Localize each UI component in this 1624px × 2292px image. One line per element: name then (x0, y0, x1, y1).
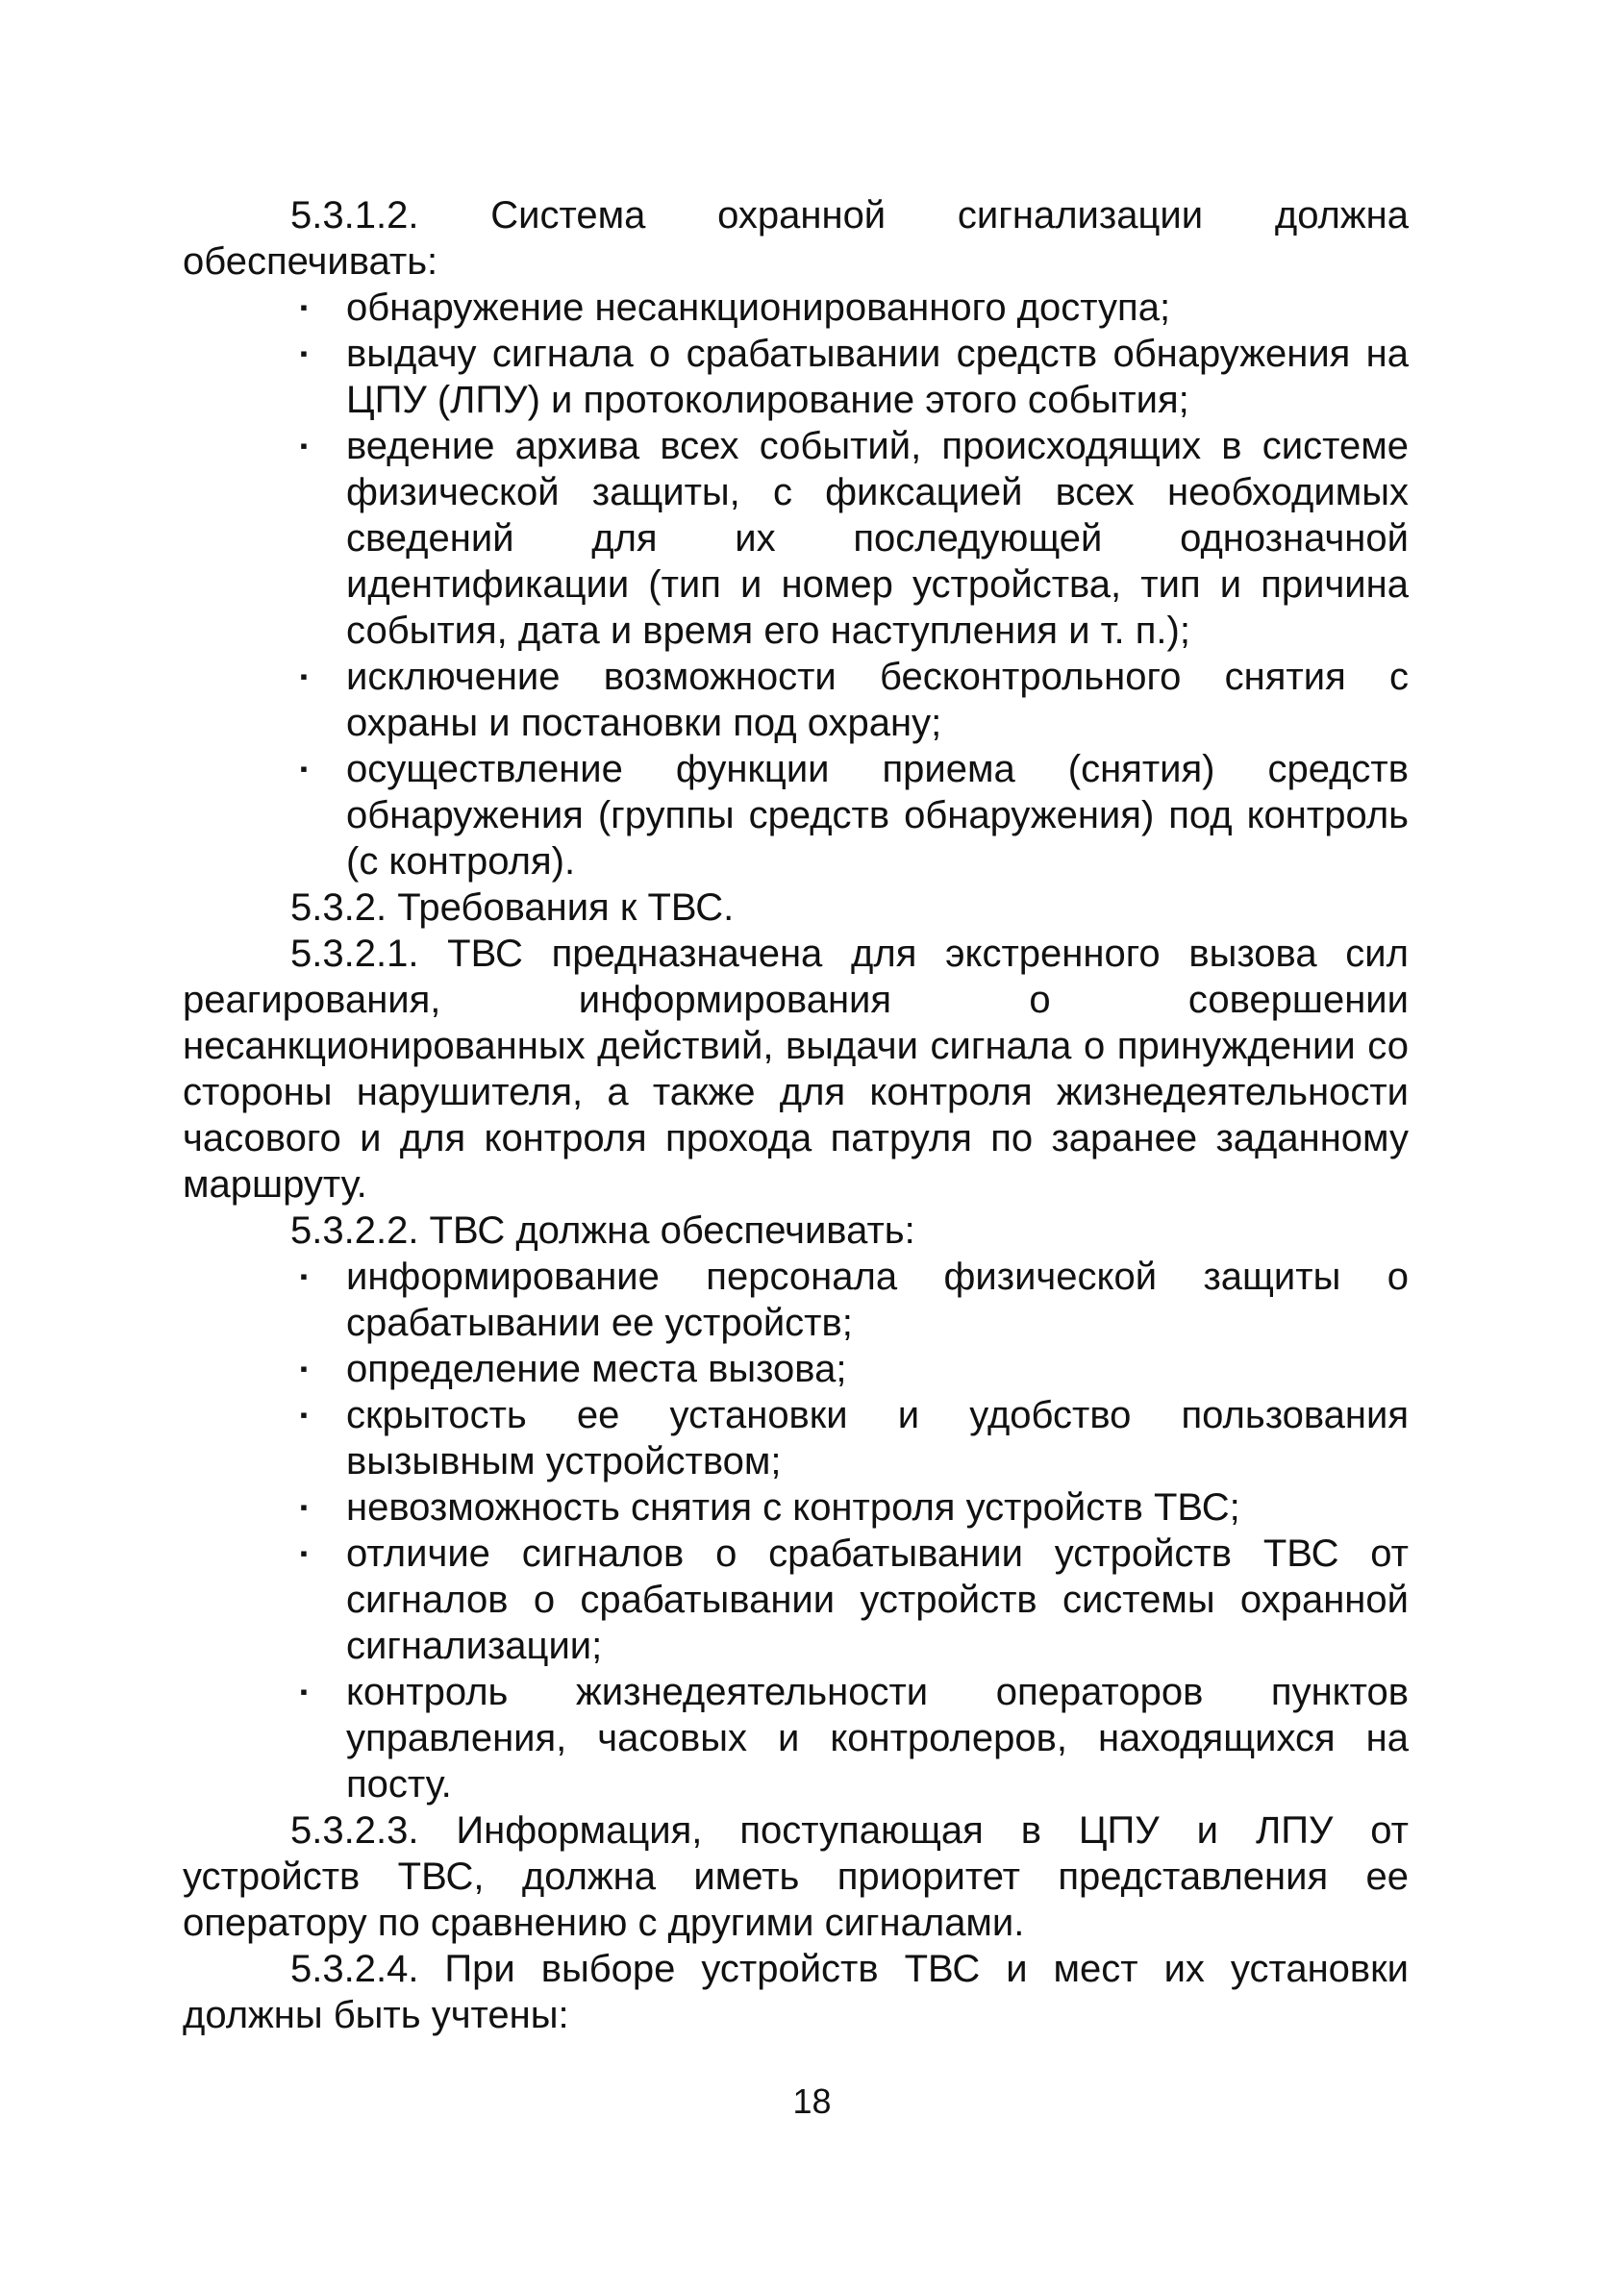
list-item: ▪ информирование персонала физической защиты о срабатывании ее устройств; (346, 1254, 1409, 1346)
list-item: ▪ исключение возможности бесконтрольного снятия с охраны и постановки под охрану; (346, 654, 1409, 746)
list-item: ▪ выдачу сигнала о срабатывании средств обнаружения на ЦПУ (ЛПУ) и протоколирование этого события; (346, 331, 1409, 423)
bullet-icon: ▪ (300, 434, 308, 458)
list-item: ▪ невозможность снятия с контроля устройств ТВС; (346, 1484, 1409, 1531)
list-item: ▪ обнаружение несанкционированного доступа; (346, 285, 1409, 331)
bullet-icon: ▪ (300, 295, 308, 319)
section-5-3-1-2-intro: 5.3.1.2. Система охранной сигнализации должна обеспечивать: (183, 194, 1409, 283)
section-5-3-2-1-text: 5.3.2.1. ТВС предназначена для экстренного вызова сил реагирования, информирования о совершении несанкционированных действий, выдачи сигнала о принуждении со стороны нарушителя, а также для контроля жизнедеятельности часового и для контроля прохода патруля по заранее заданному маршруту. (183, 933, 1409, 1206)
bullet-icon: ▪ (300, 341, 308, 365)
list-item: ▪ определение места вызова; (346, 1346, 1409, 1392)
bullet-icon: ▪ (300, 1541, 308, 1565)
list-item: ▪ скрытость ее установки и удобство пользования вызывным устройством; (346, 1392, 1409, 1484)
bullet-icon: ▪ (300, 757, 308, 781)
list-item: ▪ ведение архива всех событий, происходящих в системе физической защиты, с фиксацией всех необходимых сведений для их последующей однозначной идентификации (тип и номер устройства, тип и причина события, дата и время его наступления и т. п.); (346, 423, 1409, 654)
bullet-icon: ▪ (300, 1403, 308, 1427)
section-5-3-2-3-text: 5.3.2.3. Информация, поступающая в ЦПУ и ЛПУ от устройств ТВС, должна иметь приоритет представления ее оператору по сравнению с другими сигналами. (183, 1809, 1409, 1944)
list-item: ▪ осуществление функции приема (снятия) средств обнаружения (группы средств обнаружения) под контроль (с контроля). (346, 746, 1409, 884)
section-5-3-2-4-text: 5.3.2.4. При выборе устройств ТВС и мест их установки должны быть учтены: (183, 1948, 1409, 2036)
section-5-3-1-2-list (183, 285, 1409, 884)
page-number: 18 (792, 2081, 832, 2121)
bullet-icon: ▪ (300, 1495, 308, 1519)
bullet-icon: ▪ (300, 1357, 308, 1381)
section-5-3-2-heading: 5.3.2. Требования к ТВС. (290, 886, 735, 929)
bullet-icon: ▪ (300, 1680, 308, 1704)
section-5-3-2-2-intro: 5.3.2.2. ТВС должна обеспечивать: (290, 1209, 915, 1252)
bullet-icon: ▪ (300, 664, 308, 688)
bullet-icon: ▪ (300, 1264, 308, 1288)
list-item: ▪ контроль жизнедеятельности операторов пунктов управления, часовых и контролеров, находящихся на посту. (346, 1669, 1409, 1807)
section-5-3-2-2-list (183, 1254, 1409, 1807)
document-body (183, 192, 1409, 2038)
list-item: ▪ отличие сигналов о срабатывании устройств ТВС от сигналов о срабатывании устройств системы охранной сигнализации; (346, 1531, 1409, 1669)
